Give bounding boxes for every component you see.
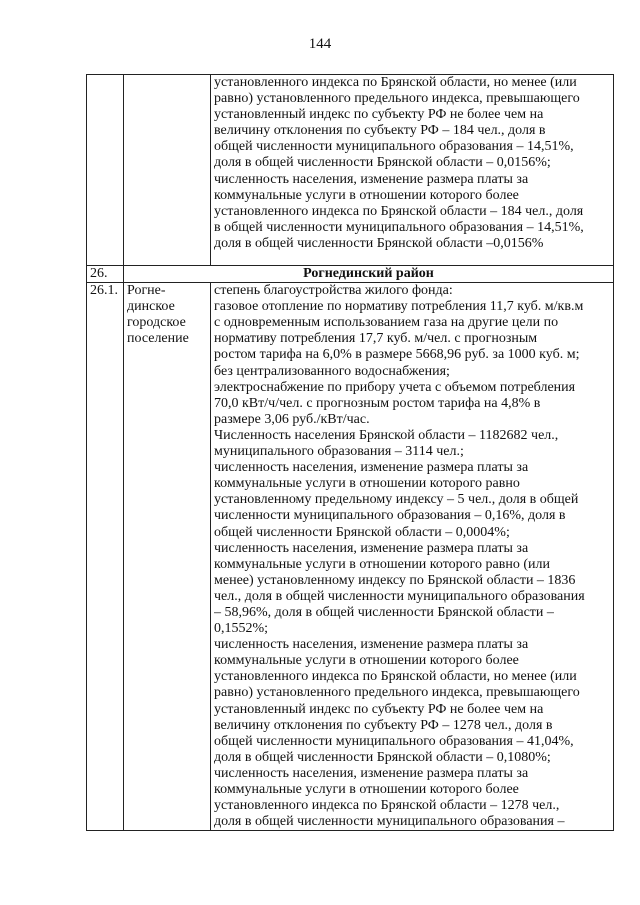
text-line: электроснабжение по прибору учета с объемом потребления (214, 379, 576, 395)
text-line: доля в общей численности муниципального образования – (214, 814, 565, 830)
text-line: численности муниципального образования – 0,16%, доля в (214, 508, 566, 524)
text-line: коммунальные услуги в отношении которого более (214, 782, 519, 797)
text-line: численность населения, изменение размера платы за (214, 171, 529, 187)
text-line: размере 3,06 руб./кВт/час. (214, 411, 370, 427)
text-line: коммунальные услуги в отношении которого более (214, 187, 519, 203)
text-line: коммунальные услуги в отношении которого равно (214, 476, 520, 492)
text-line: общей численности муниципального образования – 41,04%, (214, 733, 574, 749)
text-line: городское (127, 315, 186, 331)
text-line: общей численности муниципального образования – 14,51%, (214, 139, 574, 155)
row-description (211, 283, 614, 831)
text-line: величину отклонения по субъекту РФ – 1278 чел., доля в (214, 717, 553, 733)
text-line: с одновременным использованием газа на другие цели по (214, 315, 559, 331)
text-line: численность населения, изменение размера платы за (214, 460, 529, 476)
text-line: численность населения, изменение размера платы за (214, 637, 529, 653)
municipality-name (124, 283, 211, 831)
text-line: установленного индекса по Брянской области – 1278 чел., (214, 798, 560, 814)
text-line: коммунальные услуги в отношении которого более (214, 653, 519, 669)
text-line: коммунальные услуги в отношении которого равно (или (214, 556, 550, 572)
text-line: численность населения, изменение размера платы за (214, 765, 529, 781)
text-line: установленного индекса по Брянской области, но менее (или (214, 669, 577, 685)
page-number: 144 (308, 36, 332, 52)
section-number: 26. (87, 266, 124, 283)
text-line: газовое отопление по нормативу потребления 11,7 куб. м/кв.м (214, 299, 584, 315)
text-line: менее) установленному индексу по Брянской области – 1836 (214, 572, 576, 588)
text-line: 0,1552%; (214, 621, 269, 637)
text-line: доля в общей численности Брянской области – 0,0156%; (214, 155, 551, 171)
text-line: 70,0 кВт/ч/чел. с прогнозным ростом тарифа на 4,8% в (214, 395, 541, 411)
text-line: установленный индекс по субъекту РФ не более чем на (214, 701, 544, 717)
text-line: установленного индекса по Брянской области – 184 чел., доля (214, 203, 584, 219)
section-title: Рогнединский район (124, 266, 614, 283)
text-line: доля в общей численности Брянской области – 0,1080%; (214, 749, 551, 765)
text-line: динское (127, 299, 175, 315)
tariff-table (86, 74, 614, 831)
text-line: равно) установленного предельного индекса, превышающего (214, 685, 580, 701)
text-line: равно) установленного предельного индекса, превышающего (214, 91, 580, 107)
row-number: 26.1. (87, 283, 124, 831)
text-line: установленного индекса по Брянской области, но менее (или (214, 75, 577, 90)
text-line: без централизованного водоснабжения; (214, 363, 450, 379)
text-line: установленный индекс по субъекту РФ не более чем на (214, 107, 544, 123)
text-line: Численность населения Брянской области – 1182682 чел., (214, 427, 559, 443)
text-line: поселение (127, 331, 189, 347)
text-line: – 58,96%, доля в общей численности Брянской области – (214, 604, 554, 620)
row-number (87, 75, 124, 266)
text-line: ростом тарифа на 6,0% в размере 5668,96 руб. за 1000 куб. м; (214, 347, 580, 363)
table-row (87, 283, 614, 831)
text-line: Рогне- (127, 283, 166, 299)
text-line: нормативу потребления 17,7 куб. м/чел. с прогнозным (214, 331, 538, 347)
text-line: величину отклонения по субъекту РФ – 184 чел., доля в (214, 123, 546, 139)
text-line: муниципального образования – 3114 чел.; (214, 444, 464, 460)
section-row (87, 266, 614, 283)
text-line: доля в общей численности Брянской области –0,0156% (214, 235, 544, 251)
text-line: в общей численности муниципального образования – 14,51%, (214, 219, 584, 235)
text-line: численность населения, изменение размера платы за (214, 540, 529, 556)
row-description (211, 75, 614, 266)
text-line: общей численности Брянской области – 0,0004%; (214, 524, 510, 540)
text-line: степень благоустройства жилого фонда: (214, 283, 453, 299)
text-line: чел., доля в общей численности муниципального образования (214, 588, 585, 604)
municipality-name (124, 75, 211, 266)
table-row (87, 75, 614, 266)
text-line: установленному предельному индексу – 5 чел., доля в общей (214, 492, 579, 508)
